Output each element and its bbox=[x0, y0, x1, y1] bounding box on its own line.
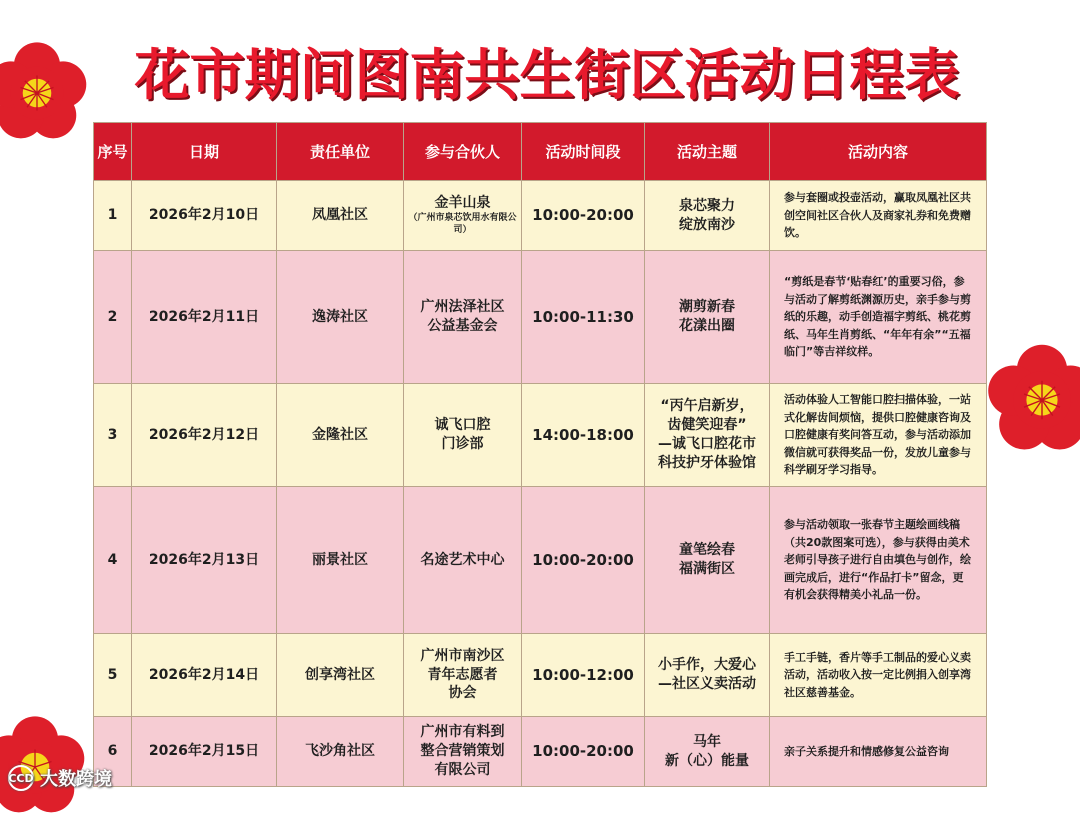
cell-time-text: 10:00-20:00 bbox=[532, 742, 634, 761]
cell-no-text: 5 bbox=[107, 666, 118, 683]
cell-no bbox=[94, 634, 132, 717]
cell-no bbox=[94, 384, 132, 487]
cell-time bbox=[522, 251, 645, 384]
cell-theme bbox=[645, 384, 770, 487]
header-partner: 参与合伙人 bbox=[404, 123, 522, 181]
cell-time-text: 10:00-12:00 bbox=[532, 665, 634, 684]
cell-content-text: 活动体验人工智能口腔扫描体验，一站式化解齿间烦恼，提供口腔健康咨询及口腔健康有奖问答互动，参与活动添加微信就可获得奖品一份，发放儿童参与科学刷牙学习指导。 bbox=[784, 393, 971, 477]
cell-content-text: 手工手链，香片等手工制品的爱心义卖活动，活动收入按一定比例捐入创享湾社区慈善基金。 bbox=[784, 650, 971, 699]
cell-no-text: 4 bbox=[107, 551, 118, 568]
table-header-row bbox=[94, 123, 987, 181]
watermark bbox=[8, 765, 112, 791]
cell-content-text: 参与活动领取一张春节主题绘画线稿（共20款图案可选），参与获得由美术老师引导孩子进行自由填色与创作，绘画完成后，进行“作品打卡”留念，更有机会获得精美小礼品一份。 bbox=[784, 518, 971, 602]
cell-time bbox=[522, 634, 645, 717]
table-row bbox=[94, 717, 987, 787]
watermark-text: 大数跨境 bbox=[40, 769, 112, 790]
cell-theme bbox=[645, 181, 770, 251]
cell-unit-text: 凤凰社区 bbox=[312, 207, 368, 224]
cell-time bbox=[522, 717, 645, 787]
cell-content-text: “剪纸是春节‘贴春红’的重要习俗，参与活动了解剪纸渊源历史，亲手参与剪纸的乐趣，动手创造福字剪纸、桃花剪纸、马年生肖剪纸、“年年有余”“五福临门”等吉祥纹样。 bbox=[784, 275, 971, 359]
cell-date bbox=[132, 717, 277, 787]
cell-unit-text: 飞沙角社区 bbox=[305, 743, 375, 760]
cell-content bbox=[770, 384, 987, 487]
cell-partner bbox=[404, 181, 522, 251]
cell-date bbox=[132, 181, 277, 251]
header-no: 序号 bbox=[94, 123, 132, 181]
watermark-logo: CCD bbox=[8, 765, 34, 791]
cell-date-text: 2026年2月15日 bbox=[148, 743, 260, 760]
cell-unit-text: 逸涛社区 bbox=[312, 308, 368, 325]
partner-subtitle: （广州市泉芯饮用水有限公司） bbox=[408, 213, 517, 235]
cell-date bbox=[132, 487, 277, 634]
cell-partner bbox=[404, 634, 522, 717]
table-row bbox=[94, 251, 987, 384]
cell-content bbox=[770, 181, 987, 251]
cell-partner-text: 名途艺术中心 bbox=[420, 551, 505, 568]
cell-unit-text: 金隆社区 bbox=[312, 426, 368, 443]
cell-unit bbox=[277, 487, 404, 634]
table-row bbox=[94, 181, 987, 251]
cell-unit bbox=[277, 634, 404, 717]
cell-content bbox=[770, 487, 987, 634]
cell-partner bbox=[404, 251, 522, 384]
schedule-table bbox=[93, 122, 987, 787]
cell-date-text: 2026年2月10日 bbox=[148, 207, 260, 224]
cell-no-text: 3 bbox=[107, 426, 118, 443]
cell-date-text: 2026年2月13日 bbox=[148, 551, 260, 568]
cell-theme-text: 潮剪新春 花漾出圈 bbox=[679, 299, 735, 334]
cell-unit bbox=[277, 384, 404, 487]
cell-no bbox=[94, 181, 132, 251]
cell-partner-text: 广州市有料到 整合营销策划 有限公司 bbox=[420, 724, 505, 778]
cell-date-text: 2026年2月11日 bbox=[148, 308, 260, 325]
cell-no-text: 1 bbox=[107, 207, 118, 224]
cell-theme-text: 马年 新（心）能量 bbox=[665, 733, 749, 769]
cell-content-text: 亲子关系提升和情感修复公益咨询 bbox=[784, 744, 949, 758]
cell-theme bbox=[645, 634, 770, 717]
cell-partner bbox=[404, 487, 522, 634]
cell-unit bbox=[277, 251, 404, 384]
cell-content-text: 参与套圈或投壶活动，赢取凤凰社区共创空间社区合伙人及商家礼券和免费赠饮。 bbox=[784, 191, 971, 240]
table-row bbox=[94, 634, 987, 717]
cell-partner-text: 诚飞口腔 门诊部 bbox=[434, 417, 491, 452]
cell-content bbox=[770, 634, 987, 717]
cell-theme-text: “丙午启新岁， 齿健笑迎春” —诚飞口腔花市 科技护牙体验馆 bbox=[658, 398, 756, 471]
cell-content bbox=[770, 251, 987, 384]
cell-theme-text: 小手作，大爱心 —社区义卖活动 bbox=[658, 657, 756, 692]
cell-unit bbox=[277, 717, 404, 787]
cell-time bbox=[522, 181, 645, 251]
header-theme: 活动主题 bbox=[645, 123, 770, 181]
cell-time-text: 14:00-18:00 bbox=[532, 425, 634, 444]
header-content: 活动内容 bbox=[770, 123, 987, 181]
cell-theme-text: 童笔绘春 福满街区 bbox=[679, 542, 735, 577]
cell-time-text: 10:00-20:00 bbox=[532, 550, 634, 569]
cell-time bbox=[522, 384, 645, 487]
cell-theme bbox=[645, 251, 770, 384]
header-unit: 责任单位 bbox=[277, 123, 404, 181]
cell-time-text: 10:00-11:30 bbox=[532, 307, 634, 326]
cell-theme bbox=[645, 487, 770, 634]
plum-blossom-icon bbox=[0, 38, 92, 148]
cell-no bbox=[94, 487, 132, 634]
cell-partner-text: 广州法泽社区 公益基金会 bbox=[420, 299, 505, 334]
cell-time bbox=[522, 487, 645, 634]
cell-partner bbox=[404, 384, 522, 487]
table-row bbox=[94, 487, 987, 634]
cell-date bbox=[132, 384, 277, 487]
page-title: 花市期间图南共生街区活动日程表 bbox=[134, 43, 960, 107]
cell-partner-text: 金羊山泉 bbox=[434, 195, 491, 212]
cell-date bbox=[132, 251, 277, 384]
cell-no-text: 6 bbox=[107, 743, 118, 760]
cell-partner-text: 广州市南沙区 青年志愿者 协会 bbox=[420, 647, 505, 702]
cell-content bbox=[770, 717, 987, 787]
cell-date-text: 2026年2月12日 bbox=[148, 426, 260, 443]
cell-unit-text: 创享湾社区 bbox=[305, 666, 375, 683]
cell-no bbox=[94, 251, 132, 384]
header-date: 日期 bbox=[132, 123, 277, 181]
cell-unit-text: 丽景社区 bbox=[312, 551, 368, 568]
cell-time-text: 10:00-20:00 bbox=[532, 206, 634, 225]
cell-partner bbox=[404, 717, 522, 787]
header-time: 活动时间段 bbox=[522, 123, 645, 181]
cell-theme-text: 泉芯聚力 绽放南沙 bbox=[679, 197, 735, 233]
cell-unit bbox=[277, 181, 404, 251]
cell-no-text: 2 bbox=[107, 308, 118, 325]
cell-theme bbox=[645, 717, 770, 787]
cell-date bbox=[132, 634, 277, 717]
table-row bbox=[94, 384, 987, 487]
cell-date-text: 2026年2月14日 bbox=[148, 666, 260, 683]
plum-blossom-icon bbox=[982, 340, 1080, 460]
